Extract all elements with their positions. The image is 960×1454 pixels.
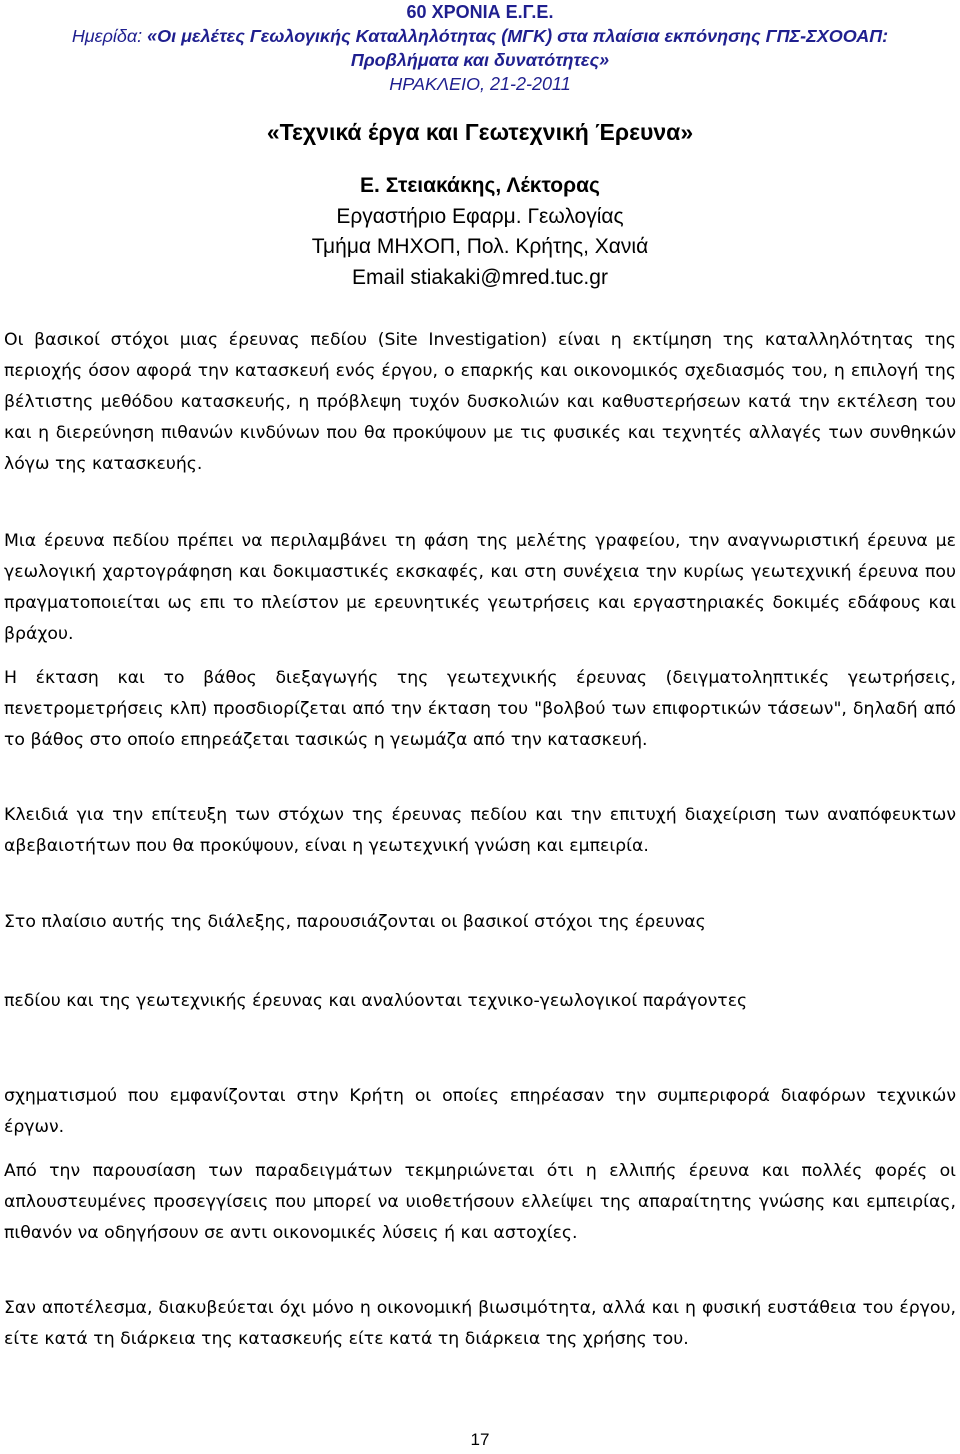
paragraph-examples: Από την παρουσίαση των παραδειγμάτων τεκμηριώνεται ότι η ελλιπής έρευνα και πολλές φορές οι απλουστευμένες προσεγγίσεις που μπορεί να υιοθετήσουν ελλείψει της απαραίτητης γνώσης και εμπειρίας, πιθανόν να οδηγήσουν σε αντι οικονομικές λύσεις ή και αστοχίες.	[4, 1161, 956, 1243]
author-email: Email stiakaki@mred.tuc.gr	[352, 265, 608, 289]
paragraph-result: Σαν αποτέλεσμα, διακυβεύεται όχι μόνο η οικονομική βιωσιμότητα, αλλά και η φυσική ευστάθεια του έργου, είτε κατά τη διάρκεια της κατασκευής είτε κατά τη διάρκεια της χρήσης του.	[4, 1298, 956, 1349]
author-name: Ε. Στειακάκης, Λέκτορας	[360, 174, 600, 197]
header-event-prefix: Ημερίδα:	[71, 26, 148, 46]
header-anniversary: 60 ΧΡΟΝΙΑ Ε.Γ.Ε.	[406, 2, 554, 22]
paragraph-objectives: Οι βασικοί στόχοι μιας έρευνας πεδίου (Site Investigation) είναι η εκτίμηση της καταλληλότητας της περιοχής όσον αφορά την κατασκευή ενός έργου, ο επαρκής και οικονομικός σχεδιασμός του, η επιλογή της βέλτιστης μεθόδου κατασκευής, η πρόβλεψη τυχόν δυσκολιών και καθυστερήσεων κατά την εκτέλεση του και η διερεύνηση πιθανών κινδύνων που θα προκύψουν με τις φυσικές και τεχνητές αλλαγές των συνθηκών λόγω της κατασκευής.	[4, 330, 956, 474]
paragraph-extent-depth: Η έκταση και το βάθος διεξαγωγής της γεωτεχνικής έρευνας (δειγματοληπτικές γεωτρήσεις, πενετρομετρήσεις κλπ) προσδιορίζεται από την έκταση του "βολβού των επιφορτικών τάσεων", δηλαδή από το βάθος στο οποίο επηρεάζεται τασικώς η γεωμάζα από την κατασκευή.	[4, 668, 956, 750]
page-number: 17	[470, 1430, 490, 1449]
conference-header	[0, 0, 960, 96]
talk-title: «Τεχνικά έργα και Γεωτεχνική Έρευνα»	[266, 119, 694, 145]
author-block	[0, 171, 960, 293]
header-event	[0, 24, 960, 48]
paragraph-field-investigation: Μια έρευνα πεδίου πρέπει να περιλαμβάνει τη φάση της μελέτης γραφείου, την αναγνωριστική έρευνα με γεωλογική χαρτογράφηση και δοκιμαστικές εκσκαφές, και στη συνέχεια την κυρίως γεωτεχνική έρευνα που πραγματοποιείται ως επι το πλείστον με ερευνητικές γεωτρήσεις και εργαστηριακές δοκιμές εδάφους και βράχου.	[4, 531, 956, 644]
header-event-title: «Οι μελέτες Γεωλογικής Καταλληλότητας (ΜΓΚ) στα πλαίσια εκπόνησης ΓΠΣ-ΣΧΟΟΑΠ:	[147, 26, 889, 46]
header-place-date: ΗΡΑΚΛΕΙΟ, 21-2-2011	[389, 74, 571, 94]
paragraph-lecture-frame: Στο πλαίσιο αυτής της διάλεξης, παρουσιάζονται οι βασικοί στόχοι της έρευνας	[4, 912, 706, 932]
author-lab: Εργαστήριο Εφαρμ. Γεωλογίας	[336, 204, 624, 228]
paragraph-lecture-continued: πεδίου και της γεωτεχνικής έρευνας και αναλύονται τεχνικο-γεωλογικοί παράγοντες	[4, 991, 748, 1011]
author-department: Τμήμα ΜΗΧΟΠ, Πολ. Κρήτης, Χανιά	[311, 235, 649, 258]
paragraph-crete-formations: σχηματισμού που εμφανίζονται στην Κρήτη οι οποίες επηρέασαν την συμπεριφορά διαφόρων τεχνικών έργων.	[4, 1086, 956, 1137]
paragraph-key-knowledge: Κλειδιά για την επίτευξη των στόχων της έρευνας πεδίου και την επιτυχή διαχείριση των αναπόφευκτων αβεβαιοτήτων που θα προκύψουν, είναι η γεωτεχνική γνώση και εμπειρία.	[4, 805, 956, 856]
header-event-subtitle: Προβλήματα και δυνατότητες»	[350, 50, 610, 70]
